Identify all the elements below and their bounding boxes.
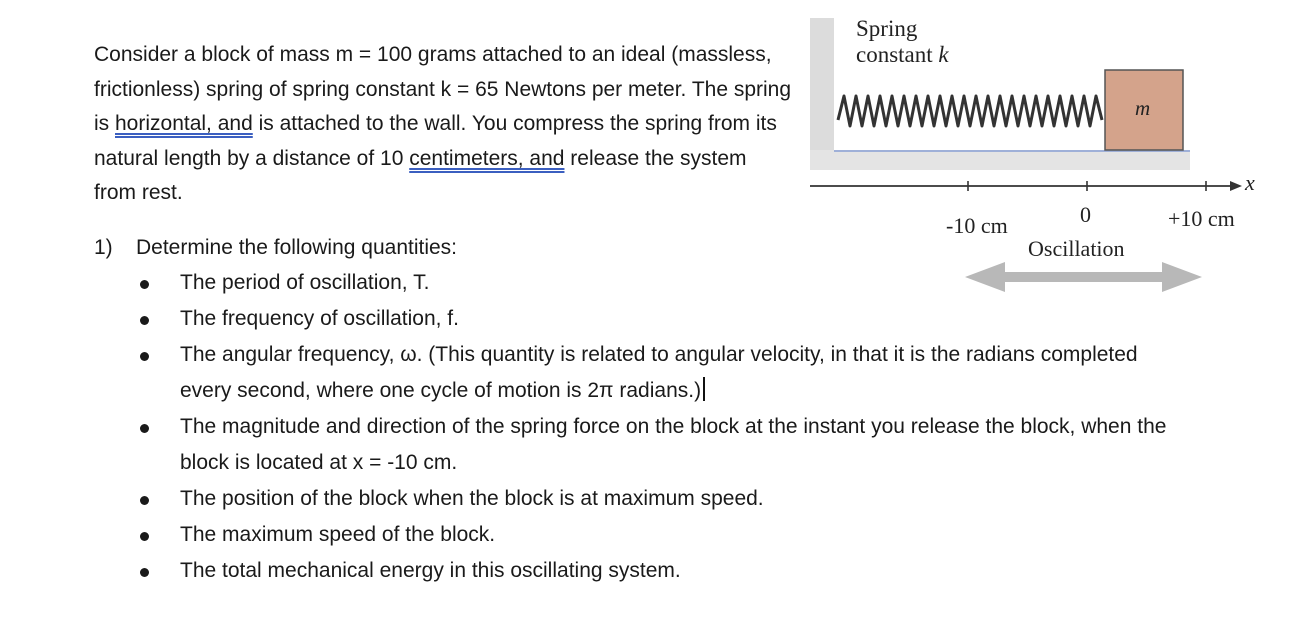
- question-number: 1): [94, 236, 113, 259]
- spring-coil: [838, 96, 1102, 126]
- bullet-icon: [140, 496, 149, 505]
- bullet-icon: [140, 568, 149, 577]
- tick-label-neg: -10 cm: [946, 213, 1008, 238]
- list-item-text: The position of the block when the block is at maximum speed.: [180, 487, 764, 510]
- list-item-text: The magnitude and direction of the spring force on the block at the instant you release the block, when the block is located at x = -10 cm.: [180, 415, 1167, 474]
- spring-label-line1: Spring: [856, 16, 918, 41]
- grammar-flag-2[interactable]: centimeters, and: [409, 146, 565, 170]
- spring-constant-symbol: k: [938, 42, 949, 67]
- list-item: [138, 517, 1178, 553]
- oscillation-label: Oscillation: [1028, 236, 1125, 261]
- problem-text-3: release the system from rest.: [94, 146, 747, 204]
- grammar-flag-1[interactable]: horizontal, and: [115, 112, 253, 135]
- text-cursor: [703, 377, 705, 401]
- list-item-text: The frequency of oscillation, f.: [180, 307, 459, 330]
- wall: [810, 18, 834, 168]
- spring-mass-figure: [800, 0, 1270, 300]
- list-item: [138, 481, 1178, 517]
- problem-text-1: Consider a block of mass m = 100 grams attached to an ideal (massless, frictionless) spring of spring constant k = 65 Newtons per meter. The spring is: [94, 43, 792, 135]
- mass-label: m: [1135, 96, 1151, 120]
- floor: [810, 150, 1190, 170]
- bullet-icon: [140, 532, 149, 541]
- list-item: [138, 337, 1178, 409]
- tick-label-zero: 0: [1080, 202, 1091, 227]
- bullet-icon: [140, 424, 149, 433]
- bullet-icon: [140, 280, 149, 289]
- list-item-text: The total mechanical energy in this oscillating system.: [180, 559, 681, 582]
- problem-text-2: is attached to the wall. You compress the spring from its natural length by a distance of 10: [94, 112, 777, 170]
- spring-label-line2: constant: [856, 42, 933, 67]
- list-item-text: The period of oscillation, T.: [180, 271, 430, 294]
- question-heading: [94, 231, 457, 265]
- problem-paragraph: [94, 38, 794, 211]
- question-heading-text: Determine the following quantities:: [136, 236, 458, 259]
- x-axis-arrowhead: [1230, 181, 1242, 191]
- tick-label-pos: +10 cm: [1168, 206, 1235, 231]
- problem-statement: [94, 38, 794, 211]
- bullet-icon: [140, 352, 149, 361]
- oscillation-arrow: [965, 262, 1202, 292]
- list-item: [138, 301, 1178, 337]
- quantity-list: [138, 265, 1178, 589]
- list-item: [138, 409, 1178, 481]
- spring-label: [856, 16, 949, 68]
- bullet-icon: [140, 316, 149, 325]
- list-item-text: The angular frequency, ω. (This quantity is related to angular velocity, in that it is the radians completed every second, where one cycle of motion is 2π radians.): [180, 343, 1138, 402]
- list-item-text: The maximum speed of the block.: [180, 523, 496, 546]
- list-item: [138, 553, 1178, 589]
- axis-label: x: [1245, 170, 1255, 195]
